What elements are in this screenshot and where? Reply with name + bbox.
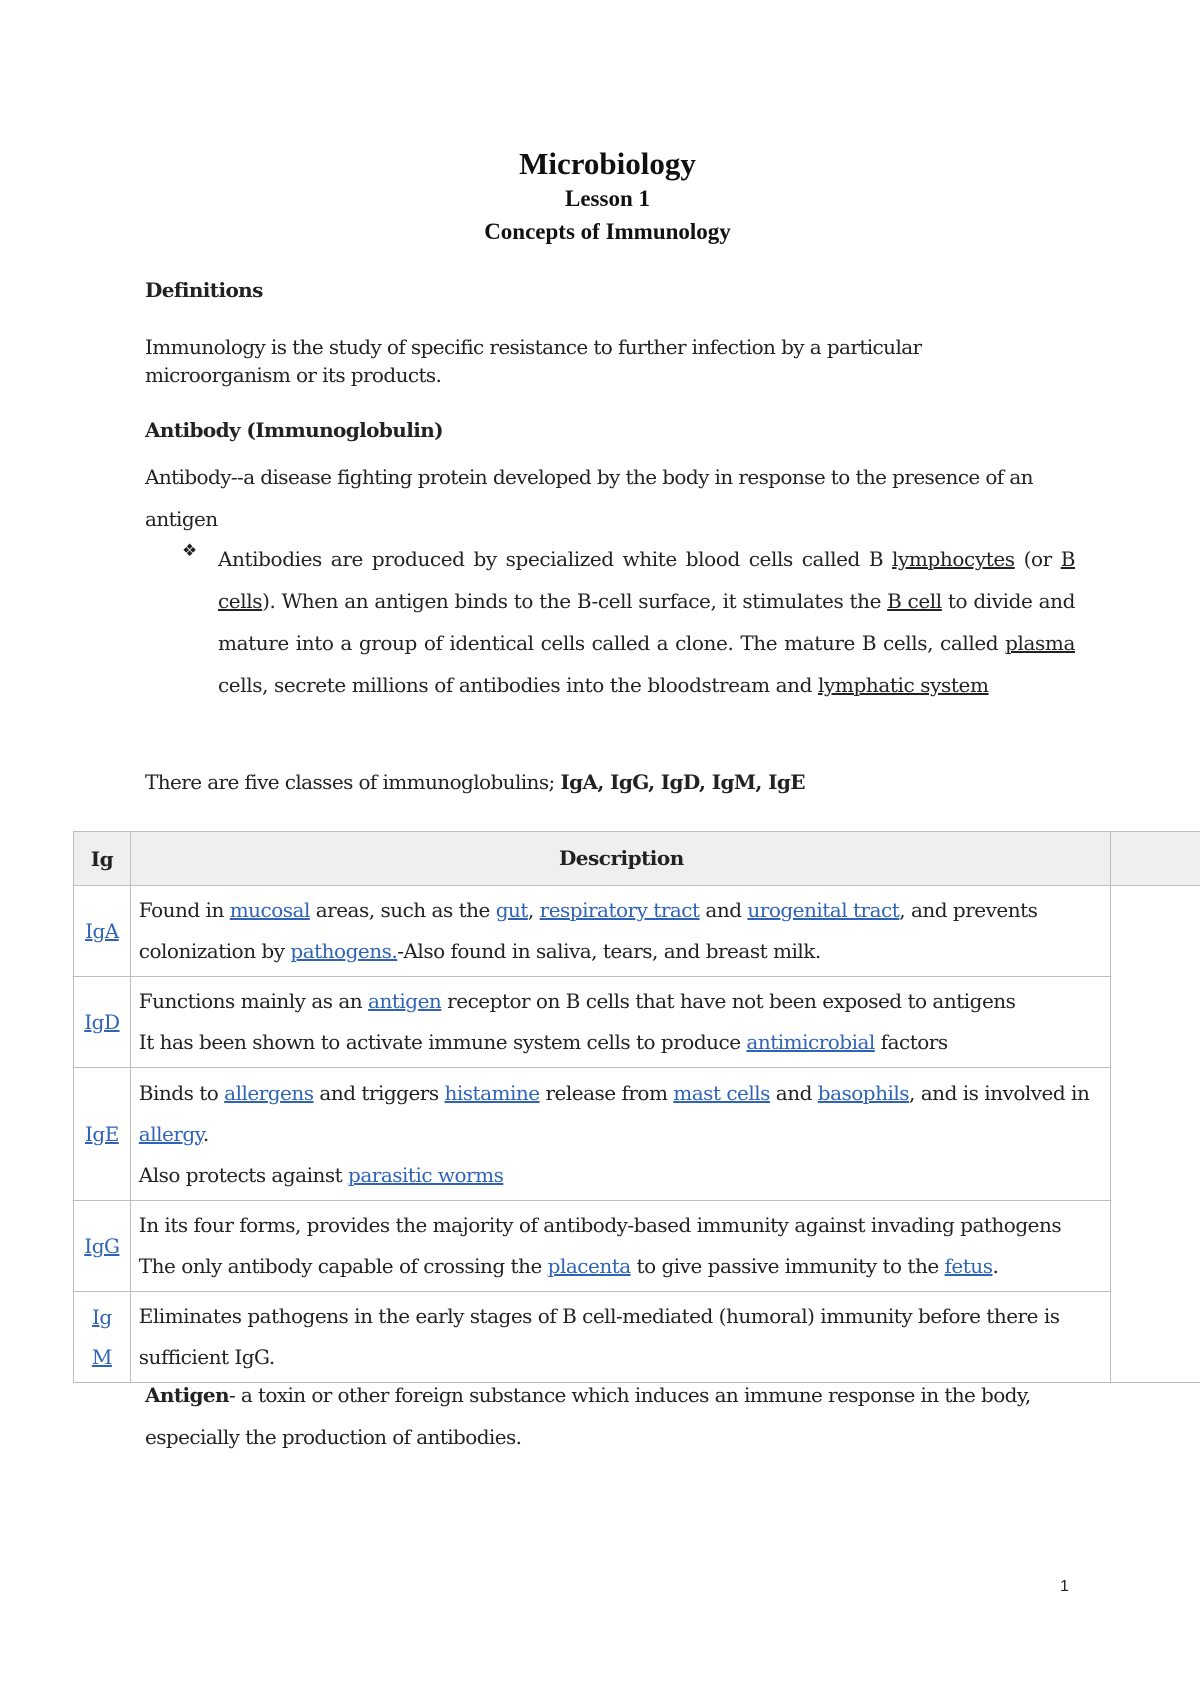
allergens-link[interactable]: allergens [224,1080,314,1105]
document-subtitle: Concepts of Immunology [484,219,731,244]
parasitic-worms-link[interactable]: parasitic worms [348,1162,504,1187]
fetus-link[interactable]: fetus [944,1254,993,1278]
igg-description: In its four forms, provides the majority of antibody-based immunity against invading pathogens The only antibody capable of crossing the placenta to give passive immunity to the fetus. [130,1201,1110,1292]
igd-description: Functions mainly as an antigen receptor on B cells that have not been exposed to antigens It has been shown to activate immune system cells to produce antimicrobial factors [130,977,1110,1068]
lymphatic-system-term: lymphatic system [818,673,989,697]
document-title: Microbiology [519,146,696,181]
header-ig: Ig [74,832,131,886]
immunoglobulin-classes-list: IgA, IgG, IgD, IgM, IgE [560,770,805,794]
empty-column [1110,886,1200,1383]
antimicrobial-link[interactable]: antimicrobial [746,1030,875,1054]
iga-description: Found in mucosal areas, such as the gut, respiratory tract and urogenital tract, and prevents colonization by pathogens.-Also found in saliva, tears, and breast milk. [130,886,1110,977]
antibody-bullet-paragraph: Antibodies are produced by specialized white blood cells called B lymphocytes (or B cells). When an antigen binds to the B-cell surface, it stimulates the B cell to divide and mature into a group of identical cells called a clone. The mature B cells, called plasma cells, secrete millions of antibodies into the bloodstream and lymphatic system [218,547,1075,697]
pathogens-link[interactable]: pathogens. [290,939,398,963]
antigen-definition: Antigen- a toxin or other foreign substance which induces an immune response in the body, especially the production of antibodies. [145,1383,1031,1449]
histamine-link[interactable]: histamine [444,1080,540,1105]
header-description: Description [130,832,1110,886]
diamond-bullet-icon: ❖ [182,541,198,561]
antigen-term: Antigen [145,1383,229,1407]
table-row [74,1292,1200,1383]
b-cells-term: B cells [218,547,1075,613]
table-row [74,886,1200,977]
antibody-heading: Antibody (Immunoglobulin) [145,418,443,442]
antigen-link[interactable]: antigen [368,989,442,1013]
igg-link[interactable]: IgG [84,1234,120,1258]
ige-link[interactable]: IgE [84,1122,119,1146]
basophils-link[interactable]: basophils [817,1080,910,1105]
definitions-text: Immunology is the study of specific resistance to further infection by a particular microorganism or its products. [145,335,922,387]
igm-description: Eliminates pathogens in the early stages of B cell-mediated (humoral) immunity before there is sufficient IgG. [130,1292,1110,1383]
urogenital-tract-link[interactable]: urogenital tract [747,898,900,922]
iga-link[interactable]: IgA [85,919,119,943]
gut-link[interactable]: gut [495,898,528,922]
lesson-heading: Lesson 1 [565,186,650,211]
b-cell-term: B cell [887,589,942,613]
igm-link[interactable]: IgM [91,1305,112,1369]
igd-link[interactable]: IgD [84,1010,120,1034]
antibody-text: Antibody--a disease fighting protein developed by the body in response to the presence of an antigen [145,465,1033,531]
respiratory-tract-link[interactable]: respiratory tract [539,898,700,922]
immunoglobulin-table [73,831,1200,1383]
definitions-heading: Definitions [145,278,263,302]
header-empty [1110,832,1200,886]
table-header-row [74,832,1200,886]
allergy-link[interactable]: allergy [138,1121,203,1146]
placenta-link[interactable]: placenta [547,1254,631,1278]
table-row [74,1068,1200,1201]
table-row [74,1201,1200,1292]
mucosal-link[interactable]: mucosal [229,898,310,922]
immunoglobulin-classes-text: There are five classes of immunoglobulins; IgA, IgG, IgD, IgM, IgE [145,770,805,794]
plasma-term: plasma [1005,631,1075,655]
lymphocytes-term: lymphocytes [892,547,1015,571]
mast-cells-link[interactable]: mast cells [673,1080,770,1105]
ige-description: Binds to allergens and triggers histamine release from mast cells and basophils, and is involved in allergy. Also protects against parasitic worms [130,1068,1110,1201]
page-number: 1 [1060,1578,1069,1595]
table-row [74,977,1200,1068]
